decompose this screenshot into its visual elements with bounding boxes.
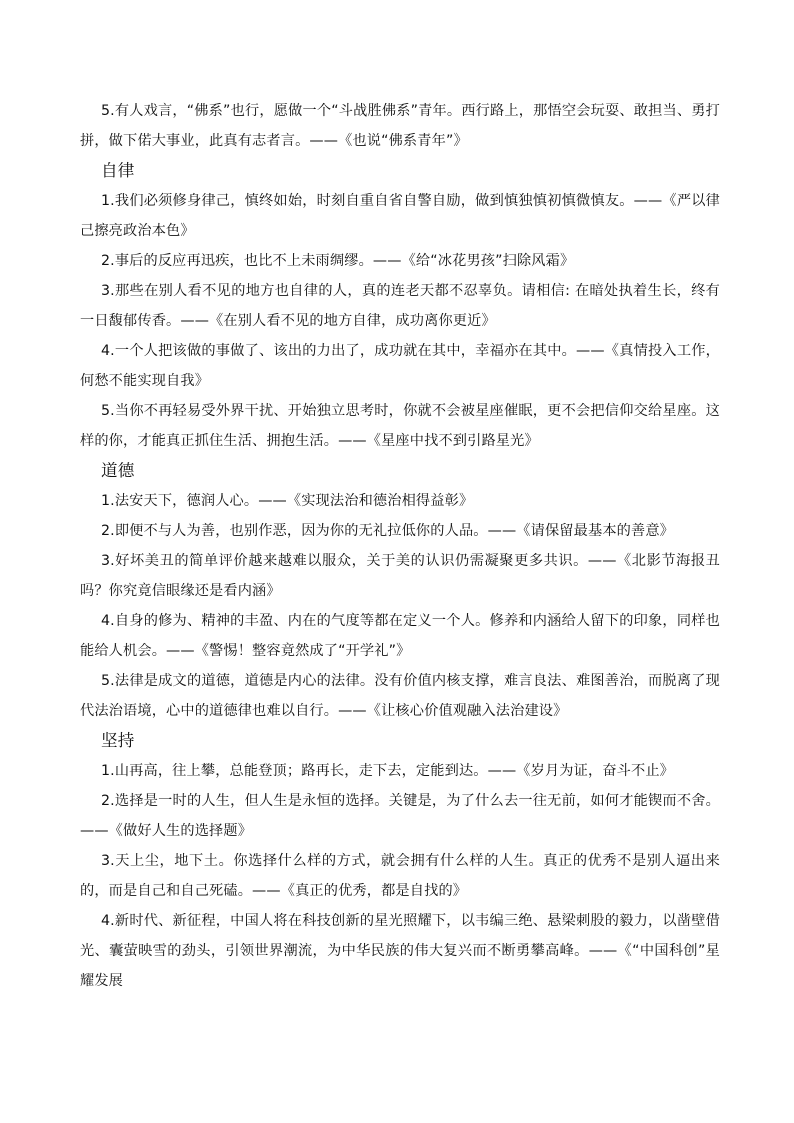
zilv-item-4: 4.一个人把该做的事做了、该出的力出了，成功就在其中，幸福亦在其中。——《真情投入工作，何愁不能实现自我》	[80, 343, 720, 389]
jianchi-item-3: 3.天上尘，地下土。你选择什么样的方式，就会拥有什么样的人生。真正的优秀不是别人逼出来的，而是自己和自己死磕。——《真正的优秀，都是自找的》	[80, 853, 720, 899]
jianchi-item-1: 1.山再高，往上攀，总能登顶；路再长，走下去，定能到达。——《岁月为证，奋斗不止》	[101, 763, 675, 779]
daode-item-1: 1.法安天下，德润人心。——《实现法治和德治相得益彰》	[101, 493, 474, 509]
section-heading-jianchi: 坚持	[101, 731, 135, 750]
document-body	[80, 96, 720, 996]
zilv-item-1: 1.我们必须修身律己，慎终如始，时刻自重自省自警自励，做到慎独慎初慎微慎友。——《严以律己擦亮政治本色》	[80, 193, 720, 239]
daode-item-2: 2.即便不与人为善，也别作恶，因为你的无礼拉低你的人品。——《请保留最基本的善意》	[101, 523, 675, 539]
zilv-item-2: 2.事后的反应再迅疾，也比不上未雨绸缪。——《给“冰花男孩”扫除风霜》	[101, 253, 575, 269]
jianchi-item-4: 4.新时代、新征程，中国人将在科技创新的星光照耀下，以韦编三绝、悬梁刺股的毅力，以凿壁借光、囊萤映雪的劲头，引领世界潮流，为中华民族的伟大复兴而不断勇攀高峰。——《“中国科创”星耀发展	[80, 913, 720, 989]
jianchi-item-2: 2.选择是一时的人生，但人生是永恒的选择。关键是，为了什么去一往无前，如何才能锲而不舍。——《做好人生的选择题》	[80, 793, 720, 839]
daode-item-3: 3.好坏美丑的简单评价越来越难以服众，关于美的认识仍需凝聚更多共识。——《北影节海报丑吗？你究竟信眼缘还是看内涵》	[80, 553, 720, 599]
zilv-item-3: 3.那些在别人看不见的地方也自律的人，真的连老天都不忍辜负。请相信: 在暗处执着生长，终有一日馥郁传香。——《在别人看不见的地方自律，成功离你更近》	[80, 283, 720, 329]
paragraph-fo-xi-qingnian: 5.有人戏言，“佛系”也行，愿做一个“斗战胜佛系”青年。西行路上，那悟空会玩耍、敢担当、勇打拼，做下偌大事业，此真有志者言。——《也说“佛系青年”》	[80, 103, 720, 149]
section-heading-zilv: 自律	[101, 161, 135, 180]
daode-item-5: 5.法律是成文的道德，道德是内心的法律。没有价值内核支撑，难言良法、难图善治，而脱离了现代法治语境，心中的道德律也难以自行。——《让核心价值观融入法治建设》	[80, 673, 720, 719]
daode-item-4: 4.自身的修为、精神的丰盈、内在的气度等都在定义一个人。修养和内涵给人留下的印象，同样也能给人机会。——《警惕！整容竟然成了“开学礼”》	[80, 613, 720, 659]
zilv-item-5: 5.当你不再轻易受外界干扰、开始独立思考时，你就不会被星座催眠，更不会把信仰交给星座。这样的你，才能真正抓住生活、拥抱生活。——《星座中找不到引路星光》	[80, 403, 720, 449]
section-heading-daode: 道德	[101, 461, 135, 480]
